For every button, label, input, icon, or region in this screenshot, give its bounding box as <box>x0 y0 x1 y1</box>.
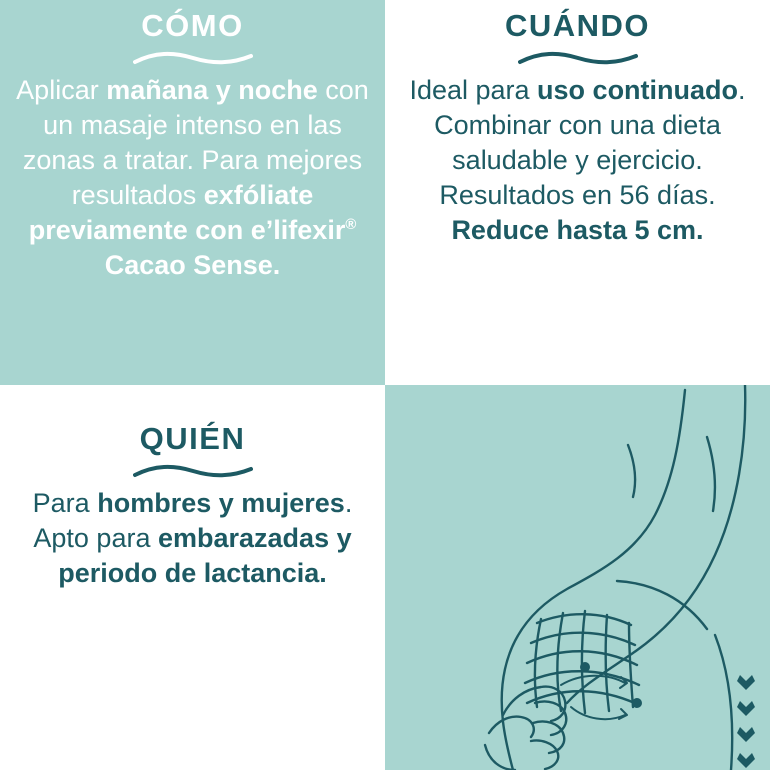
panel-cuando-content <box>385 0 770 248</box>
panel-quien <box>0 385 385 770</box>
panel-como-heading: CÓMO <box>141 8 244 43</box>
panel-illustration <box>385 385 770 770</box>
wave-divider-icon <box>518 51 638 67</box>
panel-como-text: Aplicar mañana y noche con un masaje intenso en las zonas a tratar. Para mejores resultados exfóliate previamente con eʼlifexir® Cacao Sense. <box>16 75 369 281</box>
panel-como-content <box>0 0 385 284</box>
panel-quien-content <box>0 413 385 591</box>
panel-como <box>0 0 385 385</box>
panel-quien-text: Para hombres y mujeres. Apto para embarazadas y periodo de lactancia. <box>32 488 353 589</box>
wave-divider-icon <box>133 464 253 480</box>
wave-divider-icon <box>133 51 253 67</box>
panel-cuando <box>385 0 770 385</box>
panel-cuando-text: Ideal para uso continuado. Combinar con una dieta saludable y ejercicio. Resultados en 56 días. Reduce hasta 5 cm. <box>409 75 746 246</box>
panel-cuando-heading: CUÁNDO <box>504 8 651 43</box>
chevron-arrows <box>737 675 755 768</box>
panel-quien-heading: QUIÉN <box>139 421 246 456</box>
massage-illustration <box>385 385 770 770</box>
